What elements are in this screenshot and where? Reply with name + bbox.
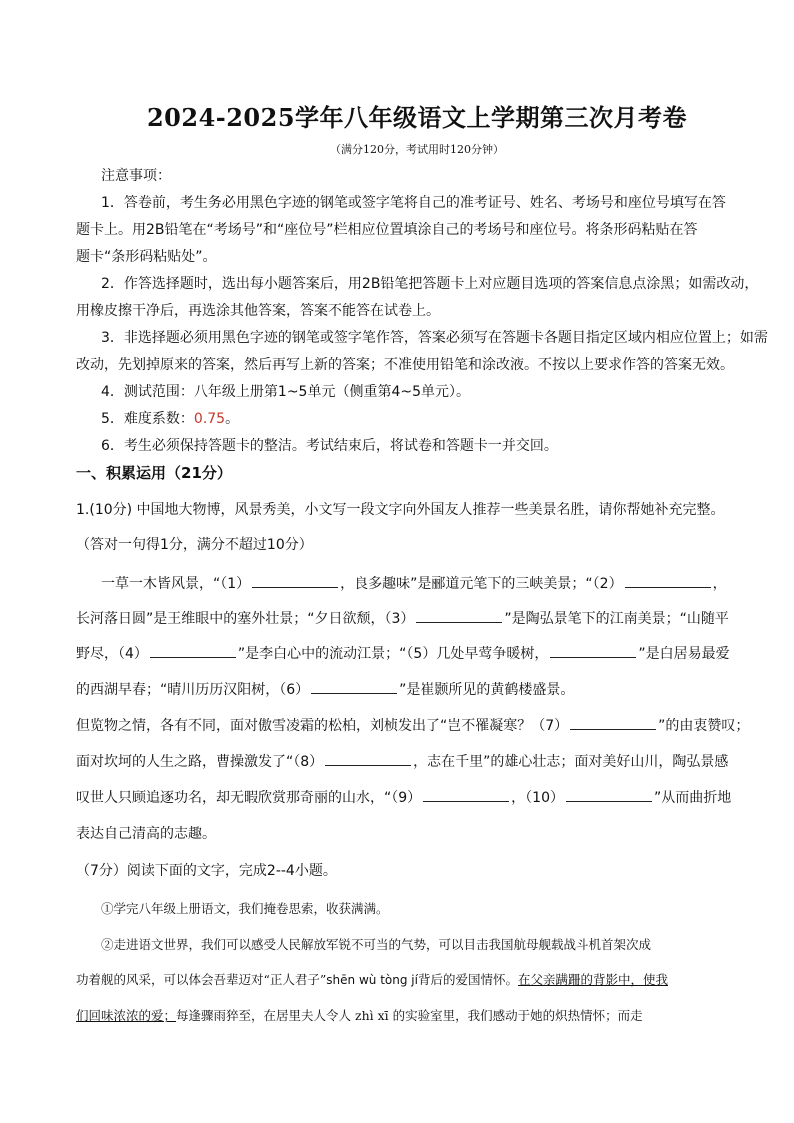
q1-para-line-2 xyxy=(76,608,729,628)
answer-blank-5[interactable] xyxy=(550,645,636,658)
answer-blank-8[interactable] xyxy=(325,753,411,766)
text-run: 面对坎坷的人生之路，曹操激发了“（8） xyxy=(76,754,324,770)
reading-para-2-line-2 xyxy=(76,970,726,988)
notice-5-end: 。 xyxy=(225,411,240,427)
text-run: ”从而曲折地 xyxy=(654,790,732,806)
notice-heading: 注意事项： xyxy=(101,168,171,184)
answer-blank-3[interactable] xyxy=(416,610,502,623)
text-run: ， xyxy=(712,576,727,592)
text-run: ”是白居易最爱 xyxy=(638,646,730,662)
notice-5-label: 5．难度系数： xyxy=(101,411,194,427)
notice-3-line-1: 3．非选择题必须用黑色字迹的钢笔或签字笔作答，答案必须写在答题卡各题目指定区域内相应位置上；如需 xyxy=(101,330,768,346)
q1-para-line-1 xyxy=(101,573,751,593)
text-run: 的西湖早春；“晴川历历汉阳树，（6） xyxy=(76,682,310,698)
text-run: 一草一木皆风景，“（1） xyxy=(101,576,251,592)
q1-para-line-8: 表达自己清高的志趣。 xyxy=(76,826,216,842)
q2-intro: （7分）阅读下面的文字，完成2--4小题。 xyxy=(76,863,337,879)
answer-blank-9[interactable] xyxy=(423,789,509,802)
answer-blank-4[interactable] xyxy=(150,645,236,658)
reading-para-1: ①学完八年级上册语文，我们掩卷思索，收获满满。 xyxy=(101,901,389,916)
notice-1-line-3: 题卡“条形码粘贴处”。 xyxy=(76,249,217,265)
q1-para-line-5 xyxy=(76,715,750,735)
q1-para-line-6 xyxy=(76,751,729,771)
reading-para-2-line-1: ②走进语文世界，我们可以感受人民解放军锐不可当的气势，可以目击我国航母舰载战斗机首架次成 xyxy=(101,937,652,952)
answer-blank-1[interactable] xyxy=(252,575,338,588)
pinyin-text: shēn wù tòng jí xyxy=(326,973,418,987)
text-run: ”是陶弘景笔下的江南美景；“山随平 xyxy=(504,611,729,627)
q1-para-line-3 xyxy=(76,643,730,663)
text-run: ”是李白心中的流动江景；“（5）几处早莺争暖树， xyxy=(237,646,549,662)
text-run: 但览物之情，各有不同，面对傲雪凌霜的松柏，刘桢发出了“岂不罹凝寒？（7） xyxy=(76,718,569,734)
text-run: ”是崔颢所见的黄鹤楼盛景。 xyxy=(399,682,575,698)
text-run: 野尽，（4） xyxy=(76,646,148,662)
notice-2-line-2: 用橡皮擦干净后，再选涂其他答案，答案不能答在试卷上。 xyxy=(76,303,440,319)
page-title: 2024-2025学年八年级语文上学期第三次月考卷 xyxy=(146,103,688,132)
answer-blank-2[interactable] xyxy=(625,575,711,588)
q1-para-line-4 xyxy=(76,679,726,699)
page-subtitle: （满分120分，考试用时120分钟） xyxy=(330,143,504,156)
notice-4: 4．测试范围：八年级上册第1~5单元（侧重第4~5单元）。 xyxy=(101,384,470,400)
notice-5 xyxy=(101,408,751,428)
answer-blank-10[interactable] xyxy=(566,789,652,802)
notice-2-line-1: 2．作答选择题时，选出每小题答案后，用2B铅笔把答题卡上对应题目选项的答案信息点涂黑；如需改动， xyxy=(101,276,759,292)
text-run: 每逢骤雨猝至，在居里夫人令人 zhì xī 的实验室里，我们感动于她的炽热情怀；而走 xyxy=(176,1008,643,1023)
text-run: ”的由衷赞叹； xyxy=(658,718,750,734)
notice-3-line-2: 改动，先划掉原来的答案，然后再写上新的答案；不准使用铅笔和涂改液。不按以上要求作答的答案无效。 xyxy=(76,357,734,373)
underlined-sentence: 们回味浓浓的爱； xyxy=(76,1008,177,1023)
section-heading-1: 一、积累运用（21分） xyxy=(76,464,232,482)
text-run: ，良多趣味”是郦道元笔下的三峡美景；“（2） xyxy=(340,576,623,592)
answer-blank-6[interactable] xyxy=(311,681,397,694)
notice-6: 6．考生必须保持答题卡的整洁。考试结束后，将试卷和答题卡一并交回。 xyxy=(101,438,558,454)
notice-1-line-1: 1．答卷前，考生务必用黑色字迹的钢笔或签字笔将自己的准考证号、姓名、考场号和座位号填写在答 xyxy=(101,195,726,211)
text-run: 叹世人只顾追逐功名，却无暇欣赏那奇丽的山水，“（9） xyxy=(76,790,422,806)
q1-para-line-7 xyxy=(76,787,732,807)
text-run: ，志在千里”的雄心壮志；面对美好山川，陶弘景感 xyxy=(413,754,729,770)
answer-blank-7[interactable] xyxy=(570,717,656,730)
underlined-sentence: 在父亲蹒跚的背影中，使我 xyxy=(517,972,668,987)
difficulty-value: 0.75 xyxy=(193,411,226,427)
text-run: 长河落日圆”是王维眼中的塞外壮景；“夕日欲颓，（3） xyxy=(76,611,415,627)
reading-para-2-line-3 xyxy=(76,1006,726,1024)
q1-scoring-note: （答对一句得1分，满分不超过10分） xyxy=(76,537,313,553)
text-run: ，（10） xyxy=(511,790,564,806)
text-run: 背后的爱国情怀。 xyxy=(417,972,518,987)
text-run: 功着舰的风采，可以体会吾辈迈对“正人君子” xyxy=(76,972,327,987)
q1-stem: 1.(10分) 中国地大物博，风景秀美，小文写一段文字向外国友人推荐一些美景名胜，请你帮她补充完整。 xyxy=(76,502,725,518)
notice-1-line-2: 题卡上。用2B铅笔在“考场号”和“座位号”栏相应位置填涂自己的考场号和座位号。将条形码粘贴在答 xyxy=(76,222,698,238)
